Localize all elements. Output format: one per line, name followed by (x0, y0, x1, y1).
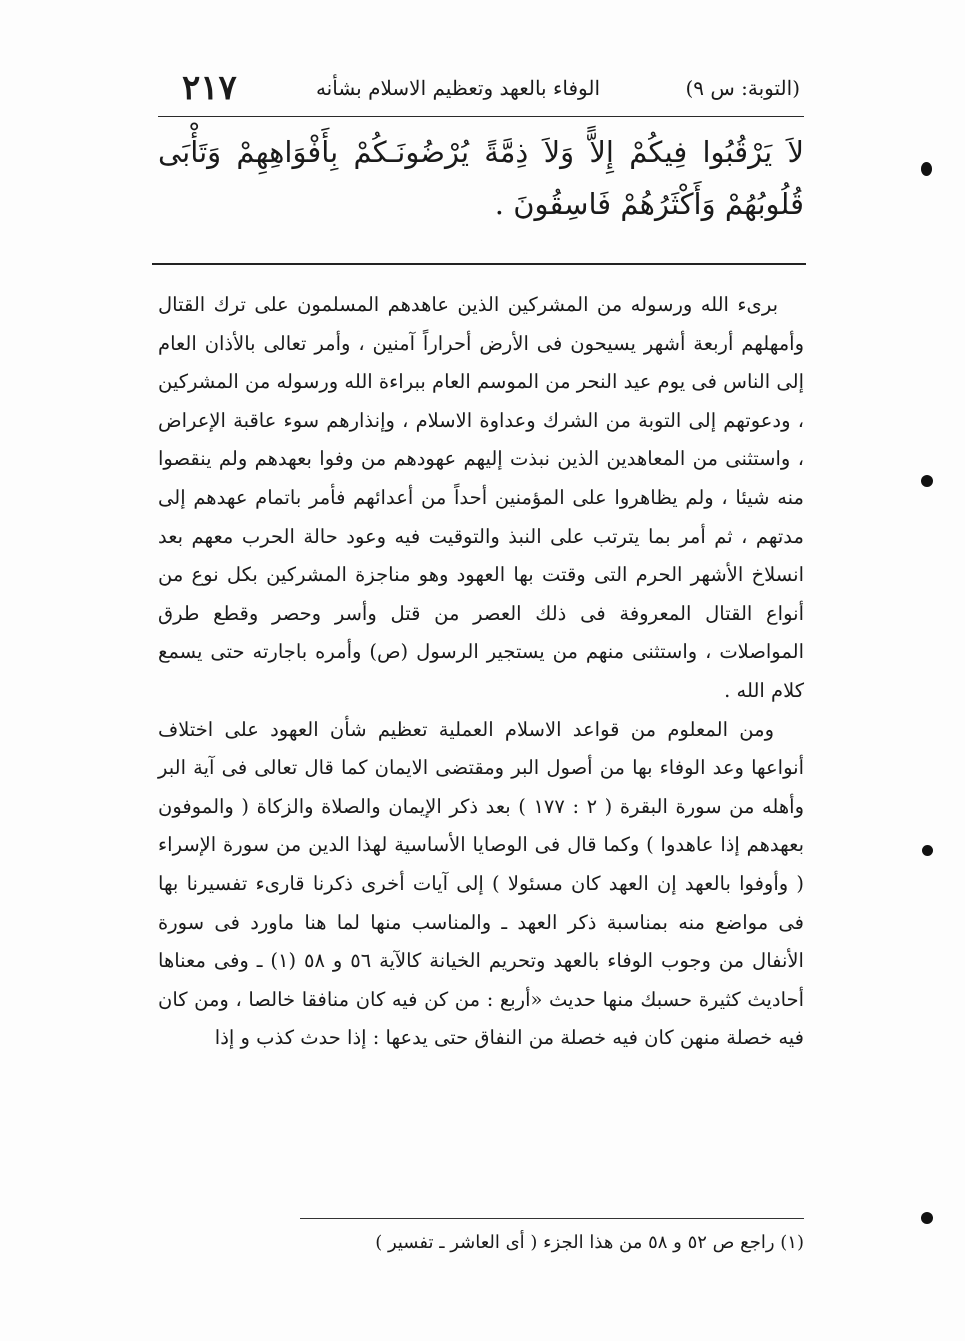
footnote: (١) راجع ص ٥٢ و ٥٨ من هذا الجزء ( أى العاشر ـ تفسير ) (375, 1232, 804, 1253)
scan-speck (921, 162, 932, 176)
scan-speck (921, 475, 933, 487)
page-number: ٢١٧ (182, 68, 237, 108)
paragraph: برىء الله ورسوله من المشركين الذين عاهدهم المسلمون على ترك القتال وأمهلهم أربعة أشهر يسيحون فى الأرض أحراراً آمنين ، وأمر تعالى بالأذان العام إلى الناس فى يوم عيد النحر من الموسم العام ببراءة الله ورسوله من المشركين ، ودعوتهم إلى التوبة من الشرك وعداوة الاسلام ، وإنذارهم سوء عاقبة الإعراض ، واستثنى من المعاهدين الذين نبذت إليهم عهودهم من وفوا بعهدهم ولم ينقصوا منه شيئا ، ولم يظاهروا على المؤمنين أحداً من أعدائهم فأمر باتمام عهدهم إلى مدتهم ، ثم أمر بما يترتب على النبذ والتوقيت فيه وعود حالة الحرب معهم بعد انسلاخ الأشهر الحرم التى وقتت بها العهود وهو مناجزة المشركين بكل نوع من أنواع القتال المعروفة فى ذلك العصر من قتل وأسر وحصر وقطع طرق المواصلات ، واستثنى منهم من يستجير الرسول (ص) وأمره باجارته حتى يسمع كلام الله . (158, 293, 804, 702)
header-divider (158, 116, 804, 117)
surah-reference: (التوبة: س ٩) (685, 76, 800, 100)
quran-verse: لاَ يَرْقُبُوا فِيكُمْ إِلاًّ وَلاَ ذِمَّةً يُرْضُونَـكُمْ بِأَفْوَاهِهِمْ وَتَأْبَى قُلُوبُهُمْ وَأَكْثَرُهُمْ فَاسِقُونَ . (158, 135, 804, 221)
scan-speck (922, 845, 933, 856)
verse-divider (152, 263, 806, 265)
running-title: الوفاء بالعهد وتعظيم الاسلام بشأنه (315, 76, 600, 100)
scan-speck (921, 1212, 933, 1224)
page-header (160, 70, 800, 114)
paragraph: ومن المعلوم من قواعد الاسلام العملية تعظيم شأن العهود على اختلاف أنواعها وعد الوفاء بها من أصول البر ومقتضى الايمان كما قال تعالى فى آية البر وأهله من سورة البقرة ( ٢ : ١٧٧ ) بعد ذكر الإيمان والصلاة والزكاة ( والموفون بعهدهم إذا عاهدوا ) وكما قال فى الوصايا الأساسية لهذا الدين من سورة الإسراء ( وأوفوا بالعهد إن العهد كان مسئولا ) إلى آيات أخرى ذكرنا قارىء تفسيرنا بها فى مواضع منه بمناسبة ذكر العهد ـ والمناسب منها لما هنا ماورد فى سورة الأنفال من وجوب الوفاء بالعهد وتحريم الخيانة كالآية ٥٦ و ٥٨ (١) ـ وفى معناها أحاديث كثيرة حسبك منها حديث «أربع : من كن فيه كان منافقا خالصا ، ومن كان فيه خصلة منهن كان فيه خصلة من النفاق حتى يدعها : إذا حدث كذب و إذا (158, 717, 804, 1050)
footnote-divider (300, 1218, 804, 1219)
body-text (158, 286, 804, 1058)
